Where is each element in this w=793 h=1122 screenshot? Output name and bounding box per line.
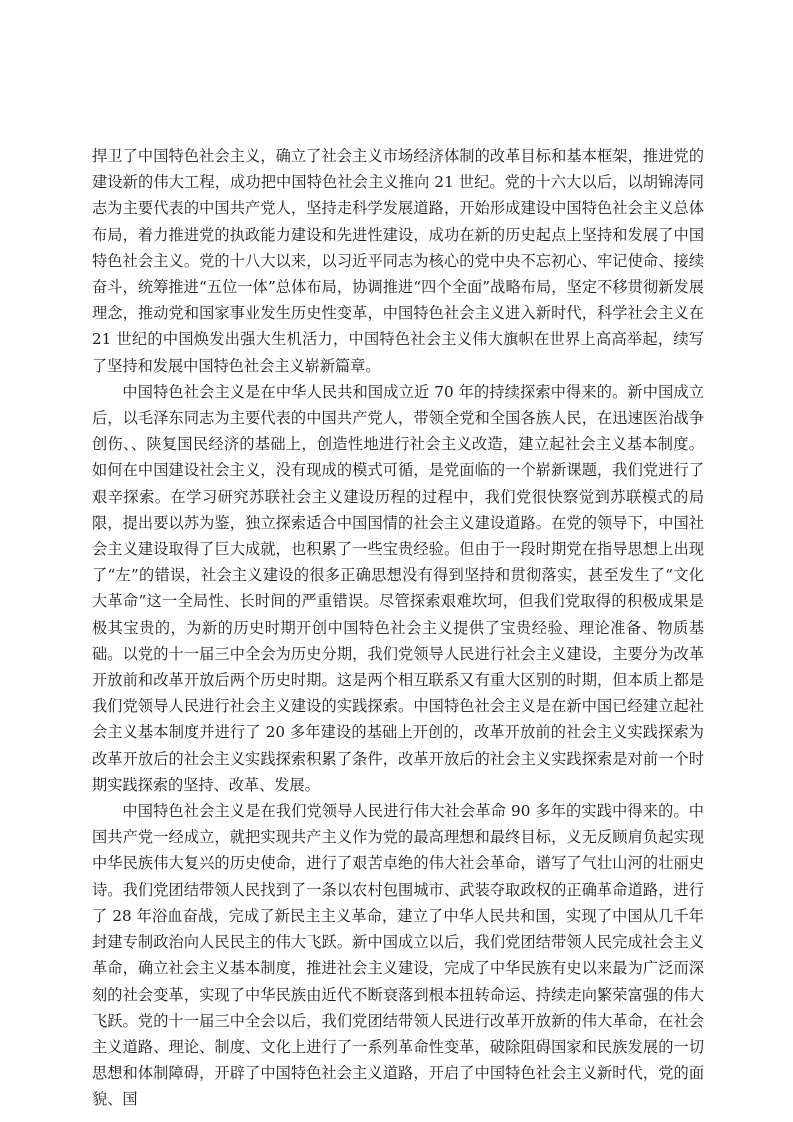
body-text — [92, 143, 704, 1113]
paragraph-exploration: 中国特色社会主义是在中华人民共和国成立近 70 年的持续探索中得来的。新中国成立后，以毛泽东同志为主要代表的中国共产党人，带领全党和全国各族人民，在迅速医治战争创伤、、陕复国民经济的基础上，创造性地进行社会主义改造，建立起社会主义基本制度。如何在中国建设社会主义，没有现成的模式可循，是党面临的一个崭新课题，我们党进行了艰辛探索。在学习研究苏联社会主义建设历程的过程中，我们党很快察觉到苏联模式的局限，提出要以苏为鉴，独立探索适合中国国情的社会主义建设道路。在党的领导下，中国社会主义建设取得了巨大成就，也积累了一些宝贵经验。但由于一段时期党在指导思想上出现了“左”的错误，社会主义建设的很多正确思想没有得到坚持和贯彻落实，甚至发生了“文化大革命”这一全局性、长时间的严重错误。尽管探索艰难坎坷，但我们党取得的积极成果是极其宝贵的，为新的历史时期开创中国特色社会主义提供了宝贵经验、理论准备、物质基础。以党的十一届三中全会为历史分期，我们党领导人民进行社会主义建设，主要分为改革开放前和改革开放后两个历史时期。这是两个相互联系又有重大区别的时期，但本质上都是我们党领导人民进行社会主义建设的实践探索。中国特色社会主义是在新中国已经建立起社会主义基本制度并进行了 20 多年建设的基础上开创的，改革开放前的社会主义实践探索为改革开放后的社会主义实践探索积累了条件，改革开放后的社会主义实践探索是对前一个时期实践探索的坚持、改革、发展。 — [92, 382, 704, 794]
paragraph-revolution: 中国特色社会主义是在我们党领导人民进行伟大社会革命 90 多年的实践中得来的。中国共产党一经成立，就把实现共产主义作为党的最高理想和最终目标，义无反顾肩负起实现中华民族伟大复兴的历史使命，进行了艰苦卓绝的伟大社会革命，谱写了气壮山河的壮丽史诗。我们党团结带领人民找到了一条以农村包围城市、武装夺取政权的正确革命道路，进行了 28 年浴血奋战，完成了新民主主义革命，建立了中华人民共和国，实现了中国从几千年封建专制政治向人民民主的伟大飞跃。新中国成立以后，我们党团结带领人民完成社会主义革命，确立社会主义基本制度，推进社会主义建设，完成了中华民族有史以来最为广泛而深刻的社会变革，实现了中华民族由近代不断衰落到根本扭转命运、持续走向繁荣富强的伟大飞跃。党的十一届三中全会以后，我们党团结带领人民进行改革开放新的伟大革命，在社会主义道路、理论、制度、文化上进行了一系列革命性变革，破除阻碍国家和民族发展的一切思想和体制障碍，开辟了中国特色社会主义道路，开启了中国特色社会主义新时代，党的面貌、国 — [92, 802, 704, 1109]
paragraph-continued: 捍卫了中国特色社会主义，确立了社会主义市场经济体制的改革目标和基本框架，推进党的建设新的伟大工程，成功把中国特色社会主义推向 21 世纪。党的十六大以后，以胡锦涛同志为主要代表的中国共产党人，坚持走科学发展道路，开始形成建设中国特色社会主义总体布局，着力推进党的执政能力建设和先进性建设，成功在新的历史起点上坚持和发展了中国特色社会主义。党的十八大以来，以习近平同志为核心的党中央不忘初心、牢记使命、接续奋斗，统筹推进“五位一体”总体布局，协调推进“四个全面”战略布局，坚定不移贯彻新发展理念，推动党和国家事业发生历史性变革，中国特色社会主义进入新时代，科学社会主义在 21 世纪的中国焕发出强大生机活力，中国特色社会主义伟大旗帜在世界上高高举起，续写了坚持和发展中国特色社会主义崭新篇章。 — [92, 147, 704, 375]
